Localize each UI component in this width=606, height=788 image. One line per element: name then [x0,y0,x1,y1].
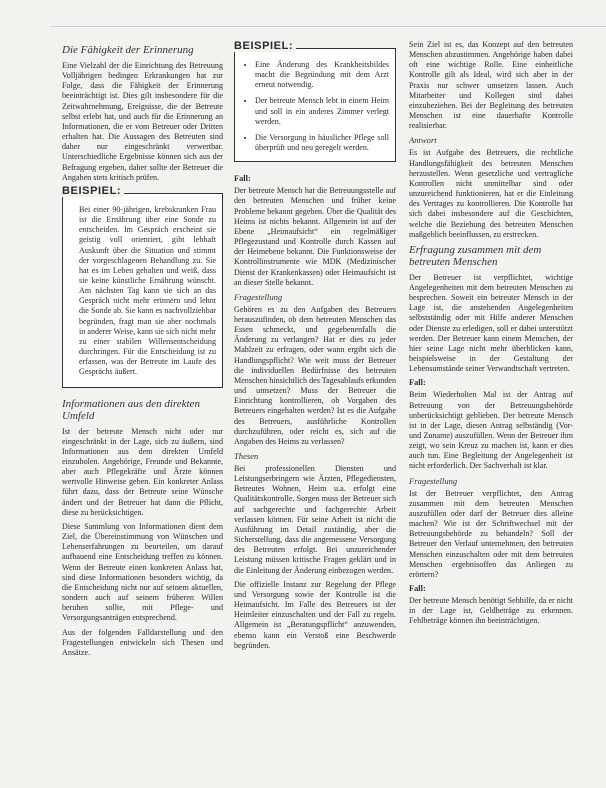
list-item: • Eine Änderung des Krankheitsbildes macht die Begründung mit dem Arzt erneut notwendig. [255,60,389,90]
heading-informationen: Informationen aus den direkten Umfeld [62,397,200,422]
paragraph: Aus der folgenden Falldarstellung und den Fragestellungen entwickeln sich Thesen und Ansätze. [62,627,223,657]
example-box-title: BEISPIEL: [234,40,296,52]
example-box-title: BEISPIEL: [62,185,124,197]
example-box [62,184,223,388]
label-fall: Fall: [409,584,426,594]
paragraph: Eine Vielzahl der die Einrichtung des Betreuung Volljährigen bedingen Erkrankungen hat zur Folge, dass die Fähigkeit der Erinnerung beeinträchtigt ist. Dies gilt insbesondere für die Zeitwahrnehmung, Ereignisse, die der Betreute selbst erlebt hat, und auch für die Erinnerung an Informationen, die er vom Betreuer oder Dritten erhalten hat. Die Aussagen des Betreuten sind daher nur eingeschränkt verwertbar. Unterschiedliche Ergebnisse können sich aus der Befragung ergeben, daher sollte der Betreuer die Angaben stets kritisch prüfen. [62,61,223,182]
header-rule [50,26,606,27]
paragraph: Der betreute Mensch hat die Betreuungsstelle auf den betreuten Menschen und früher keine Probleme bekannt gegeben. Über die Qualität des Heims ist nichts bekannt. Allgemein ist auf der Ebene „Heimaufsicht“ ein regelmäßiger Pflegezustand und Kontrolle durch Kassen auf der Heimebene bekannt. Die Funktionsweise der Kontrollinstrumente wie MDK (Medizinischer Dienst der Krankenkassen) oder Heimaufsicht ist an dieser Stelle bekannt. [234,186,396,287]
label-thesen: Thesen [234,451,259,461]
paragraph: Der Betreuer ist verpflichtet, wichtige Angelegenheiten mit dem betreuten Menschen zu besprechen. Soweit ein betreuter Mensch in der Lage ist, die anstehenden Angelegenheiten selbstständig oder mit Hilfe anderer Menschen oder Dienste zu erledigen, soll er dabei unterstützt werden. Der Betreuer kann einem Menschen, der hier seine Lage nicht mehr überblicken kann, beispielsweise in der Gestaltung der Lebensumstände seiner Verwandtschaft vertreten. [409,272,573,374]
label-fragestellung: Fragestellung [409,475,458,486]
column-middle [234,40,396,655]
paragraph: Bei professionellen Diensten und Leistungserbringern wie Ärzten, Pflegediensten, Betreutes Wohnen, Heim u.a. erfolgt eine Qualitätskontrolle. Sorgen muss der Betreuer sich auf sachgerechte und fachgerechte Arbeit verlassen können. Für seine Arbeit ist nicht die Ausführung im Detail zuständig, aber die Sicherstellung, dass die angemessene Versorgung des Betreuten erfolgt. Bei unzureichender Leistung müssen kritische Fragen geklärt und in die Einleitung der Änderung einbezogen werden. [234,464,396,575]
heading-erfragung: Erfragung zusammen mit dem betreuten Menschen [409,243,542,268]
list-item: • Die Versorgung in häuslicher Pflege soll überprüft und neu geregelt werden. [255,133,389,153]
list-item: • Der betreute Mensch lebt in einem Heim und soll in ein anderes Zimmer verlegt werden. [255,96,389,126]
paragraph: Sein Ziel ist es, das Konzept auf den betreuten Menschen abzustimmen. Angehörige haben dabei oft eine wichtige Rolle. Eine einheitliche Kontrolle gilt als Ideal, wird sich aber in der Praxis nur schwer umsetzen lassen. Auch Mitarbeiter und Kollegen sind dabei einzubeziehen. Bei der Begleitung des betreuten Menschen ist eine dauerhafte Kontrolle realisierbar. [409,40,573,131]
column-right [409,40,573,631]
paragraph: Gehören es zu den Aufgaben des Betreuers herauszufinden, ob dem betreuten Menschen das Essen schmeckt, und gegebenenfalls die Änderung zu verlangen? Hat er dies zu jeder Mahlzeit zu erfragen, oder wann ergibt sich die Handlungspflicht? Wie weit muss der Betreuer die individuellen Bedürfnisse des betreuten Menschen hinsichtlich des Tagesablaufs erkunden und umsetzen? Muss der Betreuer die Einrichtung kontrollieren, ob Vorgaben des Betreuers eingehalten werden? Ist es die Aufgabe des Betreuers, ausführliche Kontrollen durchzuführen, oder reicht es, sich auf die Angaben des Heims zu verlassen? [234,304,396,446]
paragraph: Ist der Betreuer verpflichtet, den Antrag zusammen mit dem betreuten Menschen auszufüllen oder darf der Betreuer dies alleine machen? Wie ist der Schriftwechsel mit der Betreuungsbehörde zu behandeln? Soll der Betreuer den Verlauf unternehmen, den betreuten Menschen einzuschalten oder mit dem betreuten Menschen ergebnisoffen das Anliegen zu erörtern? [409,488,573,579]
paragraph: Beim Wiederholten Mal ist der Antrag auf Betreuung von der Betreuungsbehörde unberücksichtigt geblieben. Der betreute Mensch ist in der Lage, diesen Antrag selbständig (Vor- und Zuname) auszufüllen. Wenn der Betreuer ihm zeigt, wo sein Kreuz zu machen ist, kann er dies auch tun. Eine Begleitung der Angelegenheit ist nicht erforderlich. Der Sachverhalt ist klar. [409,390,573,471]
label-fall: Fall: [409,378,426,388]
paragraph: Die offizielle Instanz zur Regelung der Pflege und Versorgung sowie der Kontrolle ist die Heimaufsicht. Im Falle des Betreuers ist der Heimleiter einzuschalten und der Fall zu regeln. Allgemein ist „Beratungspflicht“ anzuwenden, ebenso kann ein Verstoß eine Beschwerde begründen. [234,579,396,650]
label-fragestellung: Fragestellung [234,291,283,302]
example-box [234,40,396,162]
column-left [62,40,223,662]
paragraph: Ist der betreute Mensch nicht oder nur eingeschränkt in der Lage, sich zu äußern, sind Informationen aus dem direkten Umfeld einzuholen. Angehörige, Freunde und Bekannte, aber auch Pflegekräfte und Ärzte können wertvolle Hinweise geben. Ein konkreter Anlass führt dazu, dass der Betreute seine Wünsche ändert und der Betreuer hat dann die Pflicht, diese zu berücksichtigen. [62,426,223,517]
label-antwort: Antwort [409,135,437,146]
paragraph: Es ist Aufgabe des Betreuers, die rechtliche Handlungsfähigkeit des betreuten Menschen herzustellen. Wenn gesetzliche und vertragliche Kontrollen nicht unmittelbar sind oder unzureichend funktionieren, hat er die Einleitung des Vertrages zu kontrollieren. Die Kontrolle hat sich dabei insbesondere auf die Geschichten, welche die Beziehung des betreuten Menschen maßgeblich beeinflussen, zu erstrecken. [409,148,573,239]
paragraph: Diese Sammlung von Informationen dient dem Ziel, die Übereinstimmung von Wünschen und Lebenserfahrungen zu beurteilen, um darauf aufbauend eine Entscheidung treffen zu können. Wenn der Betreute einen konkreten Anlass hat, sind diese Informationen besonders wichtig, da die Entscheidung nicht nur auf seinem aktuellen, sondern auch auf seinem früheren Willen beruhen sollte, mit Pflege- und Versorgungsanträgen entsprechend. [62,521,223,623]
label-fall: Fall: [234,174,251,184]
paragraph: Der betreute Mensch benötigt Sehhilfe, da er nicht in der Lage ist, Geldbeträge zu erkennen. Fehlbeträge können ihn beeinträchtigen. [409,596,573,626]
heading-faehigkeit: Die Fähigkeit der Erinnerung [62,44,194,56]
example-box-text: Bei einer 90-jährigen, krebskranken Frau ist die Ernährung über eine Sonde zu entscheiden. Im Gespräch erscheint sie geistig voll orientiert, gibt lebhaft Auskunft über die Situation und stimmt der vorgeschlagenen Behandlung zu. Sie hat es im Leben gehalten und weiß, dass sie keine künstliche Ernährung wünscht. Am nächsten Tag kann sie sich an das Gespräch nicht mehr erinnern und lehnt die Sonde ab. Sie kann es nachvollziehbar begründen, fragt man sie aber nochmals in anderer Weise, kann sie sich nicht mehr zu einer stabilen Willensentscheidung durchringen. Für die Entscheidung ist zu erfassen, was der Betreute im Laufe des Gesprächs äußert. [79,204,216,377]
example-list [241,60,389,153]
